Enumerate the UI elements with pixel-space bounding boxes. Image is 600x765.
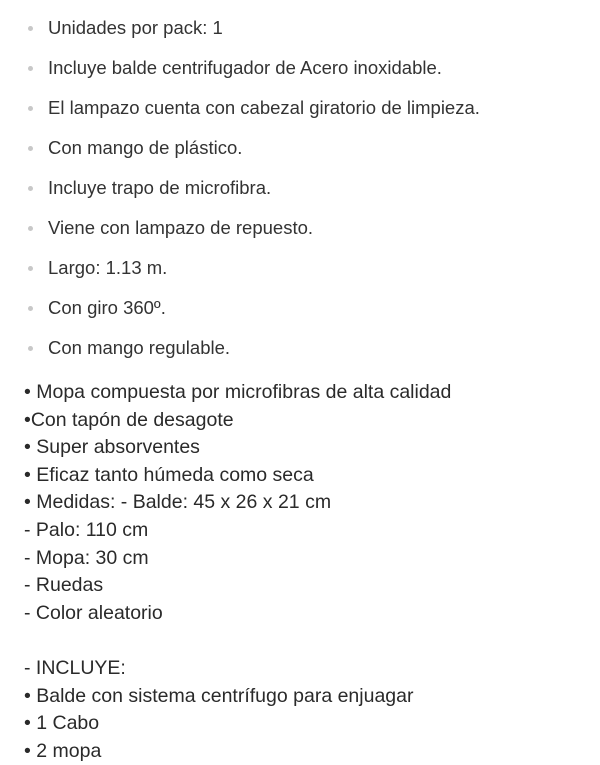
bullet-icon [28,106,33,111]
features-list [24,8,590,368]
description-line: • 2 mopa [24,739,102,762]
feature-text: Unidades por pack: 1 [48,17,223,38]
description-line: - Color aleatorio [24,601,163,624]
feature-item [24,328,590,368]
feature-item [24,248,590,288]
feature-item [24,208,590,248]
bullet-icon [28,306,33,311]
description-line: - Mopa: 30 cm [24,546,149,569]
product-description [24,379,590,765]
bullet-icon [28,266,33,271]
bullet-icon [28,146,33,151]
description-line: • Mopa compuesta por microfibras de alta calidad [24,381,452,403]
bullet-icon [28,66,33,71]
feature-text: Incluye balde centrifugador de Acero inoxidable. [48,57,442,78]
description-line: • 1 Cabo [24,712,100,735]
feature-item [24,168,590,208]
feature-item [24,48,590,88]
description-line: • Eficaz tanto húmeda como seca [24,463,314,486]
bullet-icon [28,226,33,231]
description-line: - Palo: 110 cm [24,518,149,541]
description-line: • Balde con sistema centrífugo para enjuagar [24,684,414,707]
feature-text: Con mango regulable. [48,337,231,358]
description-line: - INCLUYE: [24,656,126,679]
feature-text: Incluye trapo de microfibra. [48,177,272,198]
description-line: - Ruedas [24,574,104,597]
feature-text: Con mango de plástico. [48,137,243,158]
feature-text: El lampazo cuenta con cabezal giratorio de limpieza. [48,97,480,118]
description-spacer [24,627,590,655]
feature-text: Viene con lampazo de repuesto. [48,217,314,238]
feature-item [24,88,590,128]
bullet-icon [28,26,33,31]
description-line: •Con tapón de desagote [24,408,234,431]
bullet-icon [28,186,33,191]
description-line: • Super absorventes [24,436,200,459]
bullet-icon [28,346,33,351]
feature-item [24,8,590,48]
feature-text: Largo: 1.13 m. [48,257,168,278]
feature-text: Con giro 360º. [48,297,166,318]
description-line: • Medidas: - Balde: 45 x 26 x 21 cm [24,491,332,514]
feature-item [24,288,590,328]
feature-item [24,128,590,168]
